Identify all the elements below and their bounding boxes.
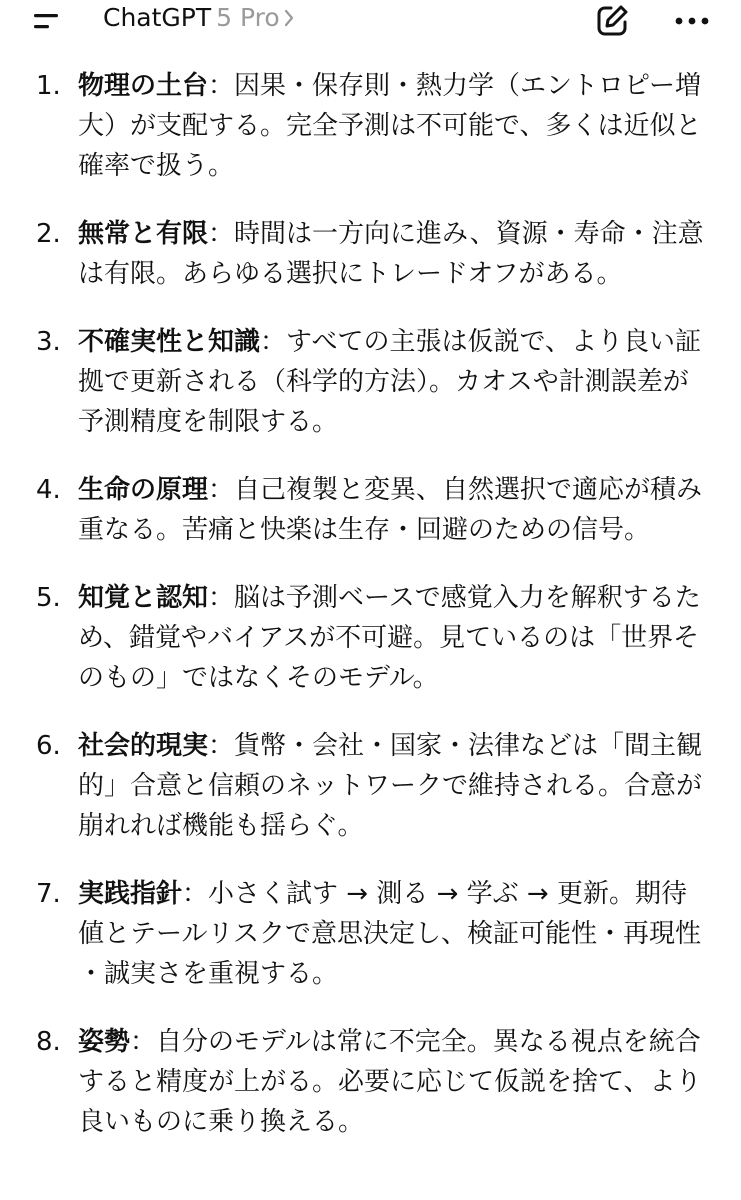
item-title: 不確実性と知識 [78, 327, 261, 357]
model-name: 5 Pro [216, 3, 280, 32]
list-item [0, 214, 741, 294]
item-body: ：自分のモデルは常に不完全。異なる視点を統合すると精度が上がる。必要に応じて仮説を捨て、より良いものに乗り換える。 [78, 1027, 702, 1137]
model-switcher[interactable] [103, 3, 295, 37]
list-text [78, 214, 710, 294]
top-bar [0, 0, 741, 44]
item-title: 姿勢 [78, 1027, 131, 1057]
new-chat-button[interactable] [592, 2, 632, 40]
item-title: 知覚と認知 [78, 583, 209, 613]
list-number: 6. [36, 731, 61, 761]
item-body: ：小さく試す → 測る → 学ぶ → 更新。期待値とテールリスクで意思決定し、検証可能性・再現性・誠実さを重視する。 [78, 879, 701, 989]
list-text [78, 66, 710, 186]
list-item [0, 726, 741, 846]
assistant-message [0, 66, 741, 1170]
compose-icon [592, 2, 632, 40]
item-body: ：時間は一方向に進み、資源・寿命・注意は有限。あらゆる選択にトレードオフがある。 [78, 219, 704, 289]
menu-icon [24, 6, 68, 36]
more-horizontal-icon [668, 2, 716, 40]
item-title: 生命の原理 [78, 475, 209, 505]
item-body: ：自己複製と変異、自然選択で適応が積み重なる。苦痛と快楽は生存・回避のための信号。 [78, 475, 703, 545]
list-number: 8. [36, 1027, 61, 1057]
list-text [78, 726, 710, 846]
list-item [0, 322, 741, 442]
list-text [78, 322, 710, 442]
list-item [0, 578, 741, 698]
item-body: ：脳は予測ベースで感覚入力を解釈するため、錯覚やバイアスが不可避。見ているのは「世界そのもの」ではなくそのモデル。 [78, 583, 701, 693]
item-body: ：すべての主張は仮説で、より良い証拠で更新される（科学的方法）。カオスや計測誤差が予測精度を制限する。 [78, 327, 701, 437]
list-text [78, 874, 710, 994]
item-title: 無常と有限 [78, 219, 209, 249]
list-item [0, 470, 741, 550]
chevron-right-icon [283, 8, 295, 32]
more-options-button[interactable] [668, 2, 716, 40]
menu-button[interactable] [24, 6, 68, 36]
list-item [0, 1022, 741, 1142]
item-body: ：貨幣・会社・国家・法律などは「間主観的」合意と信頼のネットワークで維持される。合意が崩れれば機能も揺らぐ。 [78, 731, 703, 841]
list-number: 2. [36, 219, 61, 249]
list-number: 1. [36, 71, 61, 101]
list-text [78, 470, 710, 550]
list-number: 4. [36, 475, 61, 505]
list-text [78, 578, 710, 698]
item-title: 社会的現実 [78, 731, 209, 761]
list-number: 5. [36, 583, 61, 613]
list-number: 7. [36, 879, 61, 909]
item-body: ：因果・保存則・熱力学（エントロピー増大）が支配する。完全予測は不可能で、多くは近似と確率で扱う。 [78, 71, 702, 181]
list-item [0, 66, 741, 186]
list-item [0, 874, 741, 994]
list-number: 3. [36, 327, 61, 357]
item-title: 物理の土台 [78, 71, 209, 101]
app-name: ChatGPT [103, 3, 212, 32]
list-text [78, 1022, 710, 1142]
item-title: 実践指針 [78, 879, 183, 909]
